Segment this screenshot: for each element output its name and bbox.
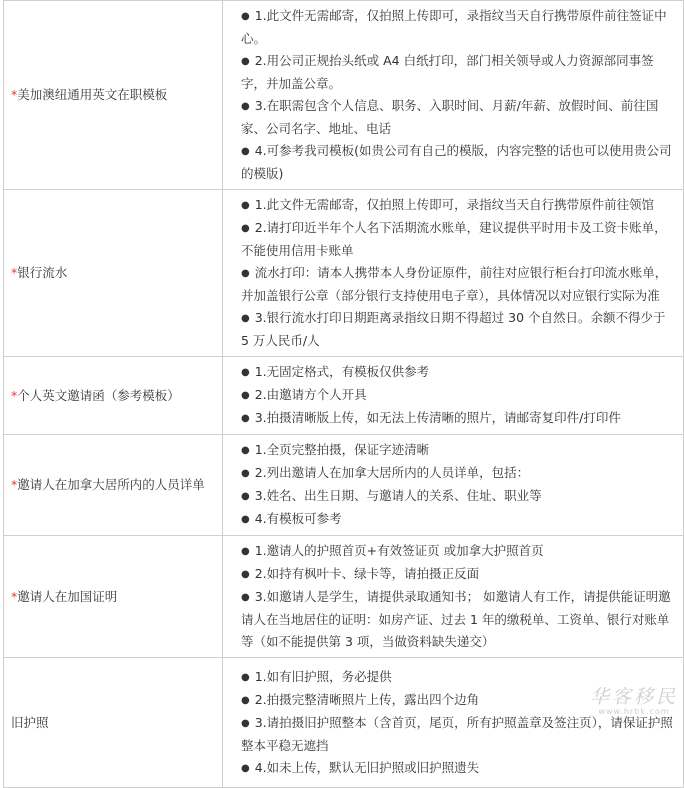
requirement-item — [241, 508, 675, 531]
requirement-item — [241, 262, 675, 307]
bullet-icon: ● — [241, 146, 250, 157]
requirement-list-cell — [223, 190, 684, 357]
requirement-item — [241, 757, 675, 780]
document-row — [4, 1, 684, 190]
requirement-item — [241, 384, 675, 407]
requirement-text: 1.此文件无需邮寄，仅拍照上传即可，录指纹当天自行携带原件前往签证中心。 — [241, 8, 667, 46]
requirement-item — [241, 140, 675, 185]
document-name-cell — [4, 190, 223, 357]
bullet-icon: ● — [241, 367, 250, 378]
requirement-list-cell — [223, 536, 684, 658]
requirement-list-cell — [223, 1, 684, 190]
document-name-cell — [4, 435, 223, 536]
requirement-item — [241, 563, 675, 586]
requirement-text: 2.拍摄完整清晰照片上传，露出四个边角 — [254, 691, 480, 707]
requirement-item — [241, 361, 675, 384]
requirement-text: 2.如持有枫叶卡、绿卡等，请拍摄正反面 — [254, 566, 480, 581]
bullet-icon: ● — [241, 762, 250, 774]
requirement-text: 3.请拍摄旧护照整本（含首页，尾页，所有护照盖章及签注页），请保证护照整本平稳无遮挡 — [241, 714, 673, 753]
requirement-list-cell — [223, 658, 684, 788]
requirement-text: 1.无固定格式，有模板仅供参考 — [254, 364, 430, 379]
bullet-icon: ● — [241, 200, 250, 211]
requirement-item — [241, 217, 675, 262]
bullet-icon: ● — [241, 468, 250, 479]
document-row — [4, 357, 684, 435]
requirement-item — [241, 462, 675, 485]
requirement-text: 2.列出邀请人在加拿大居所内的人员详单，包括： — [254, 465, 530, 480]
document-row — [4, 658, 684, 788]
requirement-text: 1.邀请人的护照首页+有效签证页 或加拿大护照首页 — [254, 543, 544, 558]
requirement-item — [241, 485, 675, 508]
bullet-icon: ● — [241, 390, 250, 401]
requirement-item — [241, 5, 675, 50]
bullet-icon: ● — [241, 413, 250, 424]
bullet-icon: ● — [241, 514, 250, 525]
requirement-item — [241, 194, 675, 217]
requirements-table-body — [4, 1, 684, 788]
document-name: 旧护照 — [11, 714, 49, 730]
requirement-item — [241, 307, 675, 352]
document-name-cell — [4, 357, 223, 435]
requirement-text: 3.姓名、出生日期、与邀请人的关系、住址、职业等 — [254, 488, 542, 503]
document-name: 邀请人在加拿大居所内的人员详单 — [17, 477, 205, 492]
requirement-list-cell — [223, 435, 684, 536]
bullet-icon: ● — [241, 717, 250, 729]
requirement-text: 1.如有旧护照，务必提供 — [254, 668, 392, 684]
requirement-text: 1.全页完整拍摄，保证字迹清晰 — [254, 442, 430, 457]
watermark — [590, 682, 678, 716]
required-mark: * — [11, 477, 18, 492]
requirement-text: 3.如邀请人是学生，请提供录取通知书； 如邀请人有工作，请提供能证明邀请人在当地居住的证明：如房产证、过去 1 年的缴税单、工资单、银行对账单等（如不能提供第 3 项，当做资料缺失递交） — [241, 589, 671, 649]
requirement-text: 2.请打印近半年个人名下活期流水账单，建议提供平时用卡及工资卡账单，不能使用信用卡账单 — [241, 220, 667, 258]
bullet-icon: ● — [241, 445, 250, 456]
requirement-text: 4.可参考我司模板(如贵公司有自己的模版，内容完整的话也可以使用贵公司的模版) — [241, 143, 672, 181]
document-name: 邀请人在加国证明 — [17, 588, 118, 604]
requirement-item — [241, 439, 675, 462]
requirement-text: 3.在职需包含个人信息、职务、入职时间、月薪/年薪、放假时间、前往国家、公司名字、地址、电话 — [241, 98, 659, 136]
document-name-cell — [4, 1, 223, 190]
document-name: 银行流水 — [17, 265, 68, 280]
bullet-icon: ● — [241, 671, 250, 683]
requirement-text: 3.银行流水打印日期距离录指纹日期不得超过 30 个自然日。余额不得少于 5 万人民币/人 — [241, 310, 666, 348]
bullet-icon: ● — [241, 11, 250, 22]
requirements-table — [3, 0, 684, 788]
required-mark: * — [11, 87, 18, 102]
watermark-url: www.hrbk.com — [598, 707, 670, 716]
requirement-text: 4.有模板可参考 — [254, 511, 342, 526]
bullet-icon: ● — [241, 569, 250, 580]
watermark-logo-text: 华客移民 — [589, 686, 678, 708]
bullet-icon: ● — [241, 546, 250, 557]
requirement-text: 3.拍摄清晰版上传，如无法上传清晰的照片，请邮寄复印件/打印件 — [254, 410, 621, 425]
document-name-cell — [4, 536, 223, 658]
document-name: 美加澳纽通用英文在职模板 — [17, 87, 168, 102]
required-mark: * — [11, 588, 18, 604]
document-row — [4, 190, 684, 357]
requirement-text: 2.用公司正规抬头纸或 A4 白纸打印，部门相关领导或人力资源部同事签字，并加盖公章。 — [241, 53, 654, 91]
document-name: 个人英文邀请函（参考模板） — [17, 387, 180, 403]
requirement-text: 流水打印：请本人携带本人身份证原件，前往对应银行柜台打印流水账单，并加盖银行公章（部分银行支持使用电子章），具体情况以对应银行实际为准 — [241, 265, 668, 303]
requirement-item — [241, 712, 675, 757]
bullet-icon: ● — [241, 223, 250, 234]
requirement-text: 4.如未上传，默认无旧护照或旧护照遗失 — [254, 759, 480, 775]
required-mark: * — [11, 265, 18, 280]
requirement-text: 1.此文件无需邮寄，仅拍照上传即可，录指纹当天自行携带原件前往领馆 — [254, 197, 655, 212]
required-mark: * — [11, 387, 18, 403]
bullet-icon: ● — [241, 694, 250, 706]
requirement-item — [241, 540, 675, 563]
requirement-item — [241, 95, 675, 140]
requirement-item — [241, 50, 675, 95]
requirement-text: 2.由邀请方个人开具 — [254, 387, 367, 402]
bullet-icon: ● — [241, 313, 250, 324]
bullet-icon: ● — [241, 592, 250, 603]
bullet-icon: ● — [241, 491, 250, 502]
requirement-item — [241, 586, 675, 653]
bullet-icon: ● — [241, 101, 250, 112]
bullet-icon: ● — [241, 268, 250, 279]
document-name-cell — [4, 658, 223, 788]
requirement-item — [241, 407, 675, 430]
document-row — [4, 536, 684, 658]
bullet-icon: ● — [241, 56, 250, 67]
document-row — [4, 435, 684, 536]
requirement-list-cell — [223, 357, 684, 435]
